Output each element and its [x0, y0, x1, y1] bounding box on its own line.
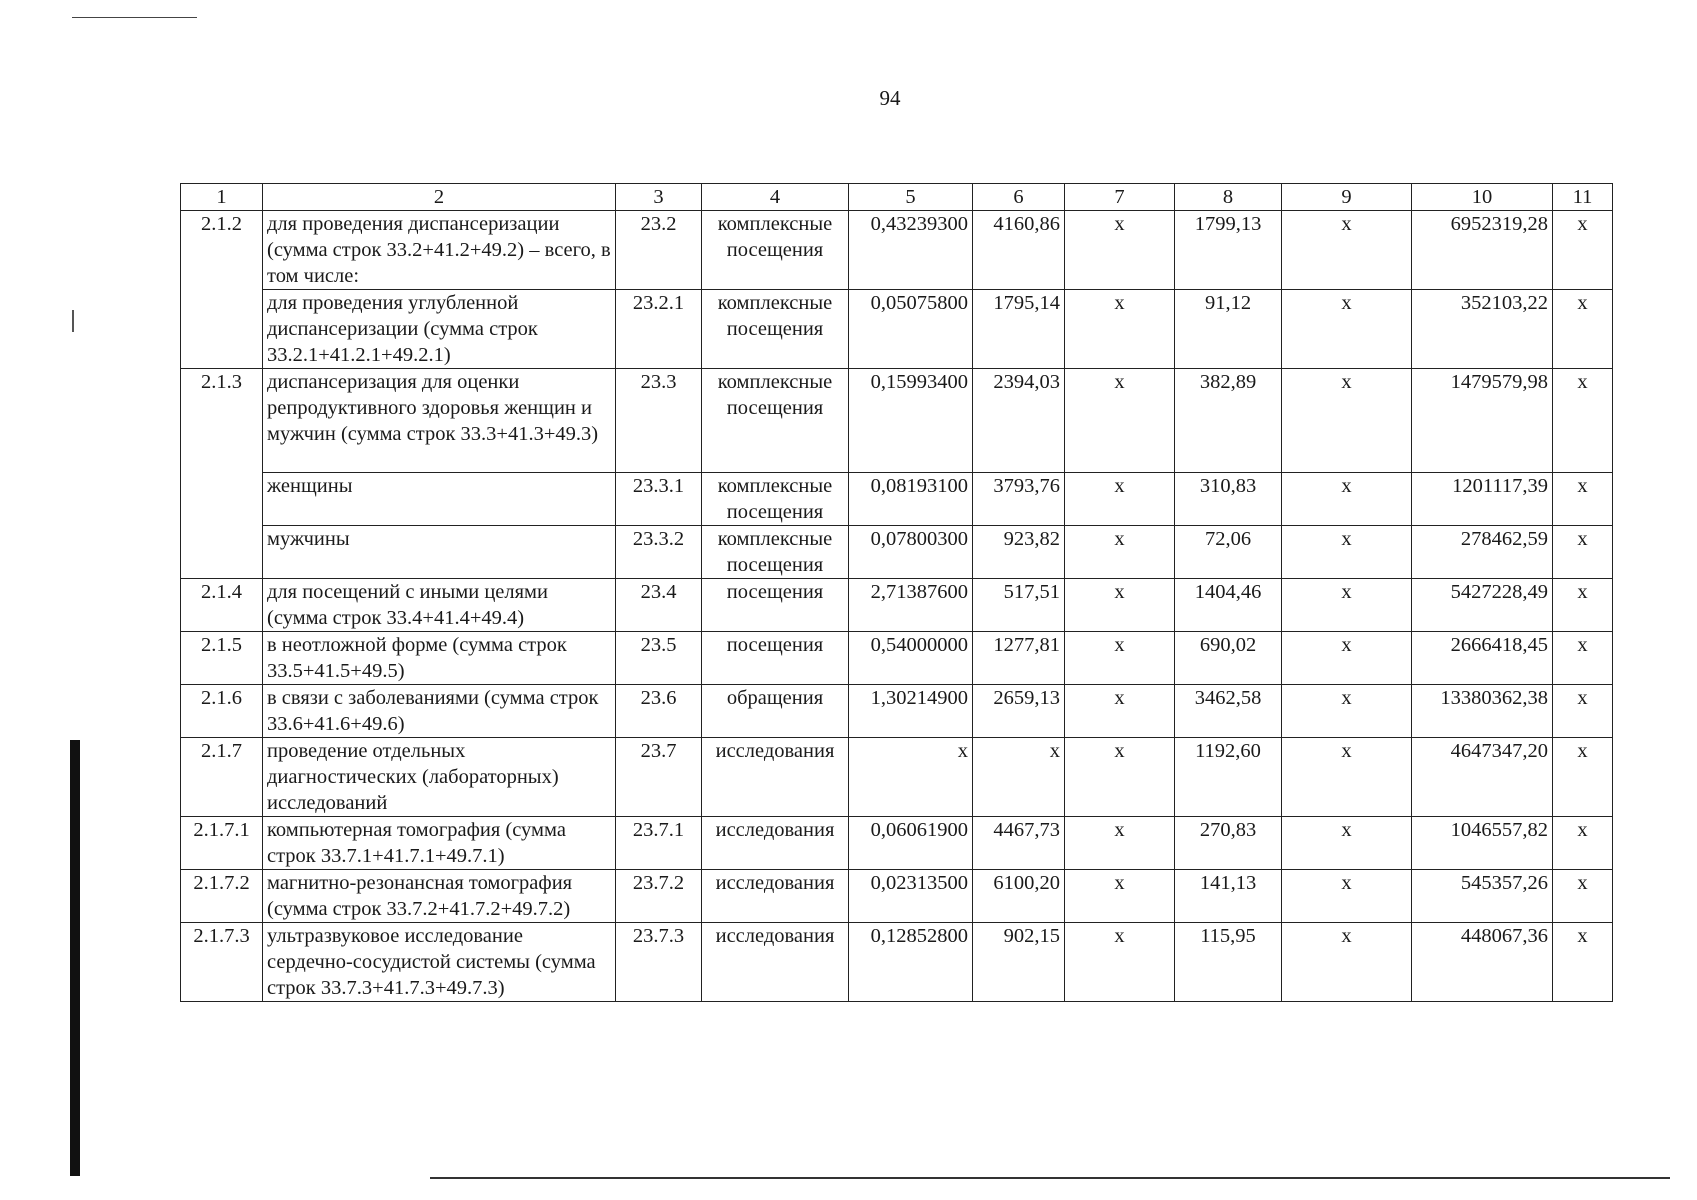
row-name: компьютерная томография (сумма строк 33.7.1+41.7.1+49.7.1) — [263, 817, 616, 870]
row-unit: исследования — [702, 870, 849, 923]
cell-col9: х — [1282, 817, 1412, 870]
row-line-number: 23.3 — [616, 369, 702, 473]
cell-col6: 517,51 — [973, 579, 1065, 632]
table-row — [181, 870, 1613, 923]
row-name: диспансеризация для оценки репродуктивного здоровья женщин и мужчин (сумма строк 33.3+41.3+49.3) — [263, 369, 616, 473]
row-line-number: 23.6 — [616, 685, 702, 738]
cell-col10: 2666418,45 — [1412, 632, 1553, 685]
table-row — [181, 632, 1613, 685]
cell-col6: 3793,76 — [973, 473, 1065, 526]
cell-col10: 4647347,20 — [1412, 738, 1553, 817]
row-unit: посещения — [702, 632, 849, 685]
scan-binding-edge — [70, 740, 80, 1176]
cell-col11: х — [1553, 817, 1613, 870]
cell-col10: 5427228,49 — [1412, 579, 1553, 632]
cell-col6: 6100,20 — [973, 870, 1065, 923]
cell-col7: х — [1065, 211, 1175, 290]
cell-col5: 0,12852800 — [849, 923, 973, 1002]
row-number: 2.1.5 — [181, 632, 263, 685]
cell-col6: 902,15 — [973, 923, 1065, 1002]
cell-col6: 1795,14 — [973, 290, 1065, 369]
column-header: 2 — [263, 184, 616, 211]
cell-col8: 690,02 — [1175, 632, 1282, 685]
column-header: 8 — [1175, 184, 1282, 211]
cell-col11: х — [1553, 632, 1613, 685]
cell-col10: 278462,59 — [1412, 526, 1553, 579]
row-name: в связи с заболеваниями (сумма строк 33.6+41.6+49.6) — [263, 685, 616, 738]
cell-col7: х — [1065, 369, 1175, 473]
cell-col8: 141,13 — [1175, 870, 1282, 923]
column-header: 7 — [1065, 184, 1175, 211]
row-name: ультразвуковое исследование сердечно-сосудистой системы (сумма строк 33.7.3+41.7.3+49.7.3) — [263, 923, 616, 1002]
cell-col6: х — [973, 738, 1065, 817]
row-number: 2.1.2 — [181, 211, 263, 369]
cell-col11: х — [1553, 579, 1613, 632]
cell-col7: х — [1065, 817, 1175, 870]
row-number: 2.1.7 — [181, 738, 263, 817]
table-row — [181, 817, 1613, 870]
cell-col5: 0,05075800 — [849, 290, 973, 369]
cell-col10: 1201117,39 — [1412, 473, 1553, 526]
row-number: 2.1.3 — [181, 369, 263, 579]
cell-col8: 72,06 — [1175, 526, 1282, 579]
row-unit: комплексные посещения — [702, 211, 849, 290]
cell-col10: 6952319,28 — [1412, 211, 1553, 290]
cell-col6: 923,82 — [973, 526, 1065, 579]
cell-col9: х — [1282, 738, 1412, 817]
row-name: женщины — [263, 473, 616, 526]
cell-col9: х — [1282, 870, 1412, 923]
cell-col6: 1277,81 — [973, 632, 1065, 685]
table-row — [181, 526, 1613, 579]
cell-col10: 545357,26 — [1412, 870, 1553, 923]
cell-col7: х — [1065, 632, 1175, 685]
cell-col5: 0,54000000 — [849, 632, 973, 685]
cell-col8: 91,12 — [1175, 290, 1282, 369]
cell-col6: 2659,13 — [973, 685, 1065, 738]
cell-col5: 1,30214900 — [849, 685, 973, 738]
row-unit: обращения — [702, 685, 849, 738]
cell-col10: 1046557,82 — [1412, 817, 1553, 870]
row-line-number: 23.7.2 — [616, 870, 702, 923]
cell-col5: 0,43239300 — [849, 211, 973, 290]
cell-col9: х — [1282, 685, 1412, 738]
cell-col11: х — [1553, 290, 1613, 369]
cell-col5: 0,07800300 — [849, 526, 973, 579]
table-row — [181, 473, 1613, 526]
column-header: 3 — [616, 184, 702, 211]
cell-col9: х — [1282, 632, 1412, 685]
cell-col11: х — [1553, 685, 1613, 738]
column-number-row — [181, 184, 1613, 211]
cell-col10: 448067,36 — [1412, 923, 1553, 1002]
cell-col10: 13380362,38 — [1412, 685, 1553, 738]
row-line-number: 23.3.2 — [616, 526, 702, 579]
table-row — [181, 211, 1613, 290]
row-name: для посещений с иными целями (сумма строк 33.4+41.4+49.4) — [263, 579, 616, 632]
row-name: в неотложной форме (сумма строк 33.5+41.5+49.5) — [263, 632, 616, 685]
column-header: 6 — [973, 184, 1065, 211]
cell-col5: 0,02313500 — [849, 870, 973, 923]
table-row — [181, 923, 1613, 1002]
row-line-number: 23.7.1 — [616, 817, 702, 870]
cell-col5: 2,71387600 — [849, 579, 973, 632]
cell-col6: 4467,73 — [973, 817, 1065, 870]
cell-col11: х — [1553, 526, 1613, 579]
cell-col11: х — [1553, 738, 1613, 817]
bottom-decorative-rule — [430, 1177, 1670, 1179]
row-number: 2.1.7.3 — [181, 923, 263, 1002]
row-name: проведение отдельных диагностических (лабораторных) исследований — [263, 738, 616, 817]
cell-col11: х — [1553, 870, 1613, 923]
cell-col8: 1799,13 — [1175, 211, 1282, 290]
cell-col7: х — [1065, 685, 1175, 738]
cell-col5: 0,06061900 — [849, 817, 973, 870]
cell-col5: 0,08193100 — [849, 473, 973, 526]
row-unit: комплексные посещения — [702, 369, 849, 473]
row-line-number: 23.5 — [616, 632, 702, 685]
row-number: 2.1.4 — [181, 579, 263, 632]
cell-col9: х — [1282, 579, 1412, 632]
row-line-number: 23.2 — [616, 211, 702, 290]
cell-col10: 1479579,98 — [1412, 369, 1553, 473]
row-line-number: 23.3.1 — [616, 473, 702, 526]
scan-margin-mark — [72, 310, 74, 332]
cell-col9: х — [1282, 923, 1412, 1002]
cell-col9: х — [1282, 369, 1412, 473]
column-header: 1 — [181, 184, 263, 211]
table-row — [181, 685, 1613, 738]
cell-col8: 270,83 — [1175, 817, 1282, 870]
row-unit: посещения — [702, 579, 849, 632]
cell-col8: 382,89 — [1175, 369, 1282, 473]
row-number: 2.1.7.1 — [181, 817, 263, 870]
cell-col7: х — [1065, 738, 1175, 817]
row-line-number: 23.7.3 — [616, 923, 702, 1002]
row-line-number: 23.7 — [616, 738, 702, 817]
row-unit: комплексные посещения — [702, 473, 849, 526]
row-unit: исследования — [702, 923, 849, 1002]
cell-col11: х — [1553, 369, 1613, 473]
row-unit: комплексные посещения — [702, 290, 849, 369]
column-header: 9 — [1282, 184, 1412, 211]
cell-col10: 352103,22 — [1412, 290, 1553, 369]
cell-col7: х — [1065, 473, 1175, 526]
table-row — [181, 738, 1613, 817]
cell-col7: х — [1065, 526, 1175, 579]
cell-col9: х — [1282, 290, 1412, 369]
row-line-number: 23.2.1 — [616, 290, 702, 369]
cell-col11: х — [1553, 211, 1613, 290]
table-row — [181, 579, 1613, 632]
cell-col8: 1404,46 — [1175, 579, 1282, 632]
row-name: для проведения диспансеризации (сумма строк 33.2+41.2+49.2) – всего, в том числе: — [263, 211, 616, 290]
table-row — [181, 290, 1613, 369]
cell-col5: х — [849, 738, 973, 817]
cell-col7: х — [1065, 579, 1175, 632]
table-row — [181, 369, 1613, 473]
column-header: 10 — [1412, 184, 1553, 211]
cell-col11: х — [1553, 473, 1613, 526]
row-number: 2.1.6 — [181, 685, 263, 738]
cell-col8: 115,95 — [1175, 923, 1282, 1002]
cell-col11: х — [1553, 923, 1613, 1002]
row-name: для проведения углубленной диспансеризации (сумма строк 33.2.1+41.2.1+49.2.1) — [263, 290, 616, 369]
cell-col6: 2394,03 — [973, 369, 1065, 473]
data-table — [180, 183, 1613, 1002]
cell-col8: 1192,60 — [1175, 738, 1282, 817]
cell-col7: х — [1065, 923, 1175, 1002]
top-decorative-rule — [72, 17, 197, 18]
column-header: 4 — [702, 184, 849, 211]
row-number: 2.1.7.2 — [181, 870, 263, 923]
row-unit: исследования — [702, 817, 849, 870]
row-unit: комплексные посещения — [702, 526, 849, 579]
row-line-number: 23.4 — [616, 579, 702, 632]
cell-col7: х — [1065, 290, 1175, 369]
cell-col8: 310,83 — [1175, 473, 1282, 526]
cell-col6: 4160,86 — [973, 211, 1065, 290]
page-number: 94 — [879, 86, 901, 110]
column-header: 11 — [1553, 184, 1613, 211]
column-header: 5 — [849, 184, 973, 211]
cell-col9: х — [1282, 473, 1412, 526]
cell-col8: 3462,58 — [1175, 685, 1282, 738]
row-unit: исследования — [702, 738, 849, 817]
cell-col7: х — [1065, 870, 1175, 923]
cell-col9: х — [1282, 211, 1412, 290]
cell-col5: 0,15993400 — [849, 369, 973, 473]
row-name: магнитно-резонансная томография (сумма строк 33.7.2+41.7.2+49.7.2) — [263, 870, 616, 923]
cell-col9: х — [1282, 526, 1412, 579]
row-name: мужчины — [263, 526, 616, 579]
